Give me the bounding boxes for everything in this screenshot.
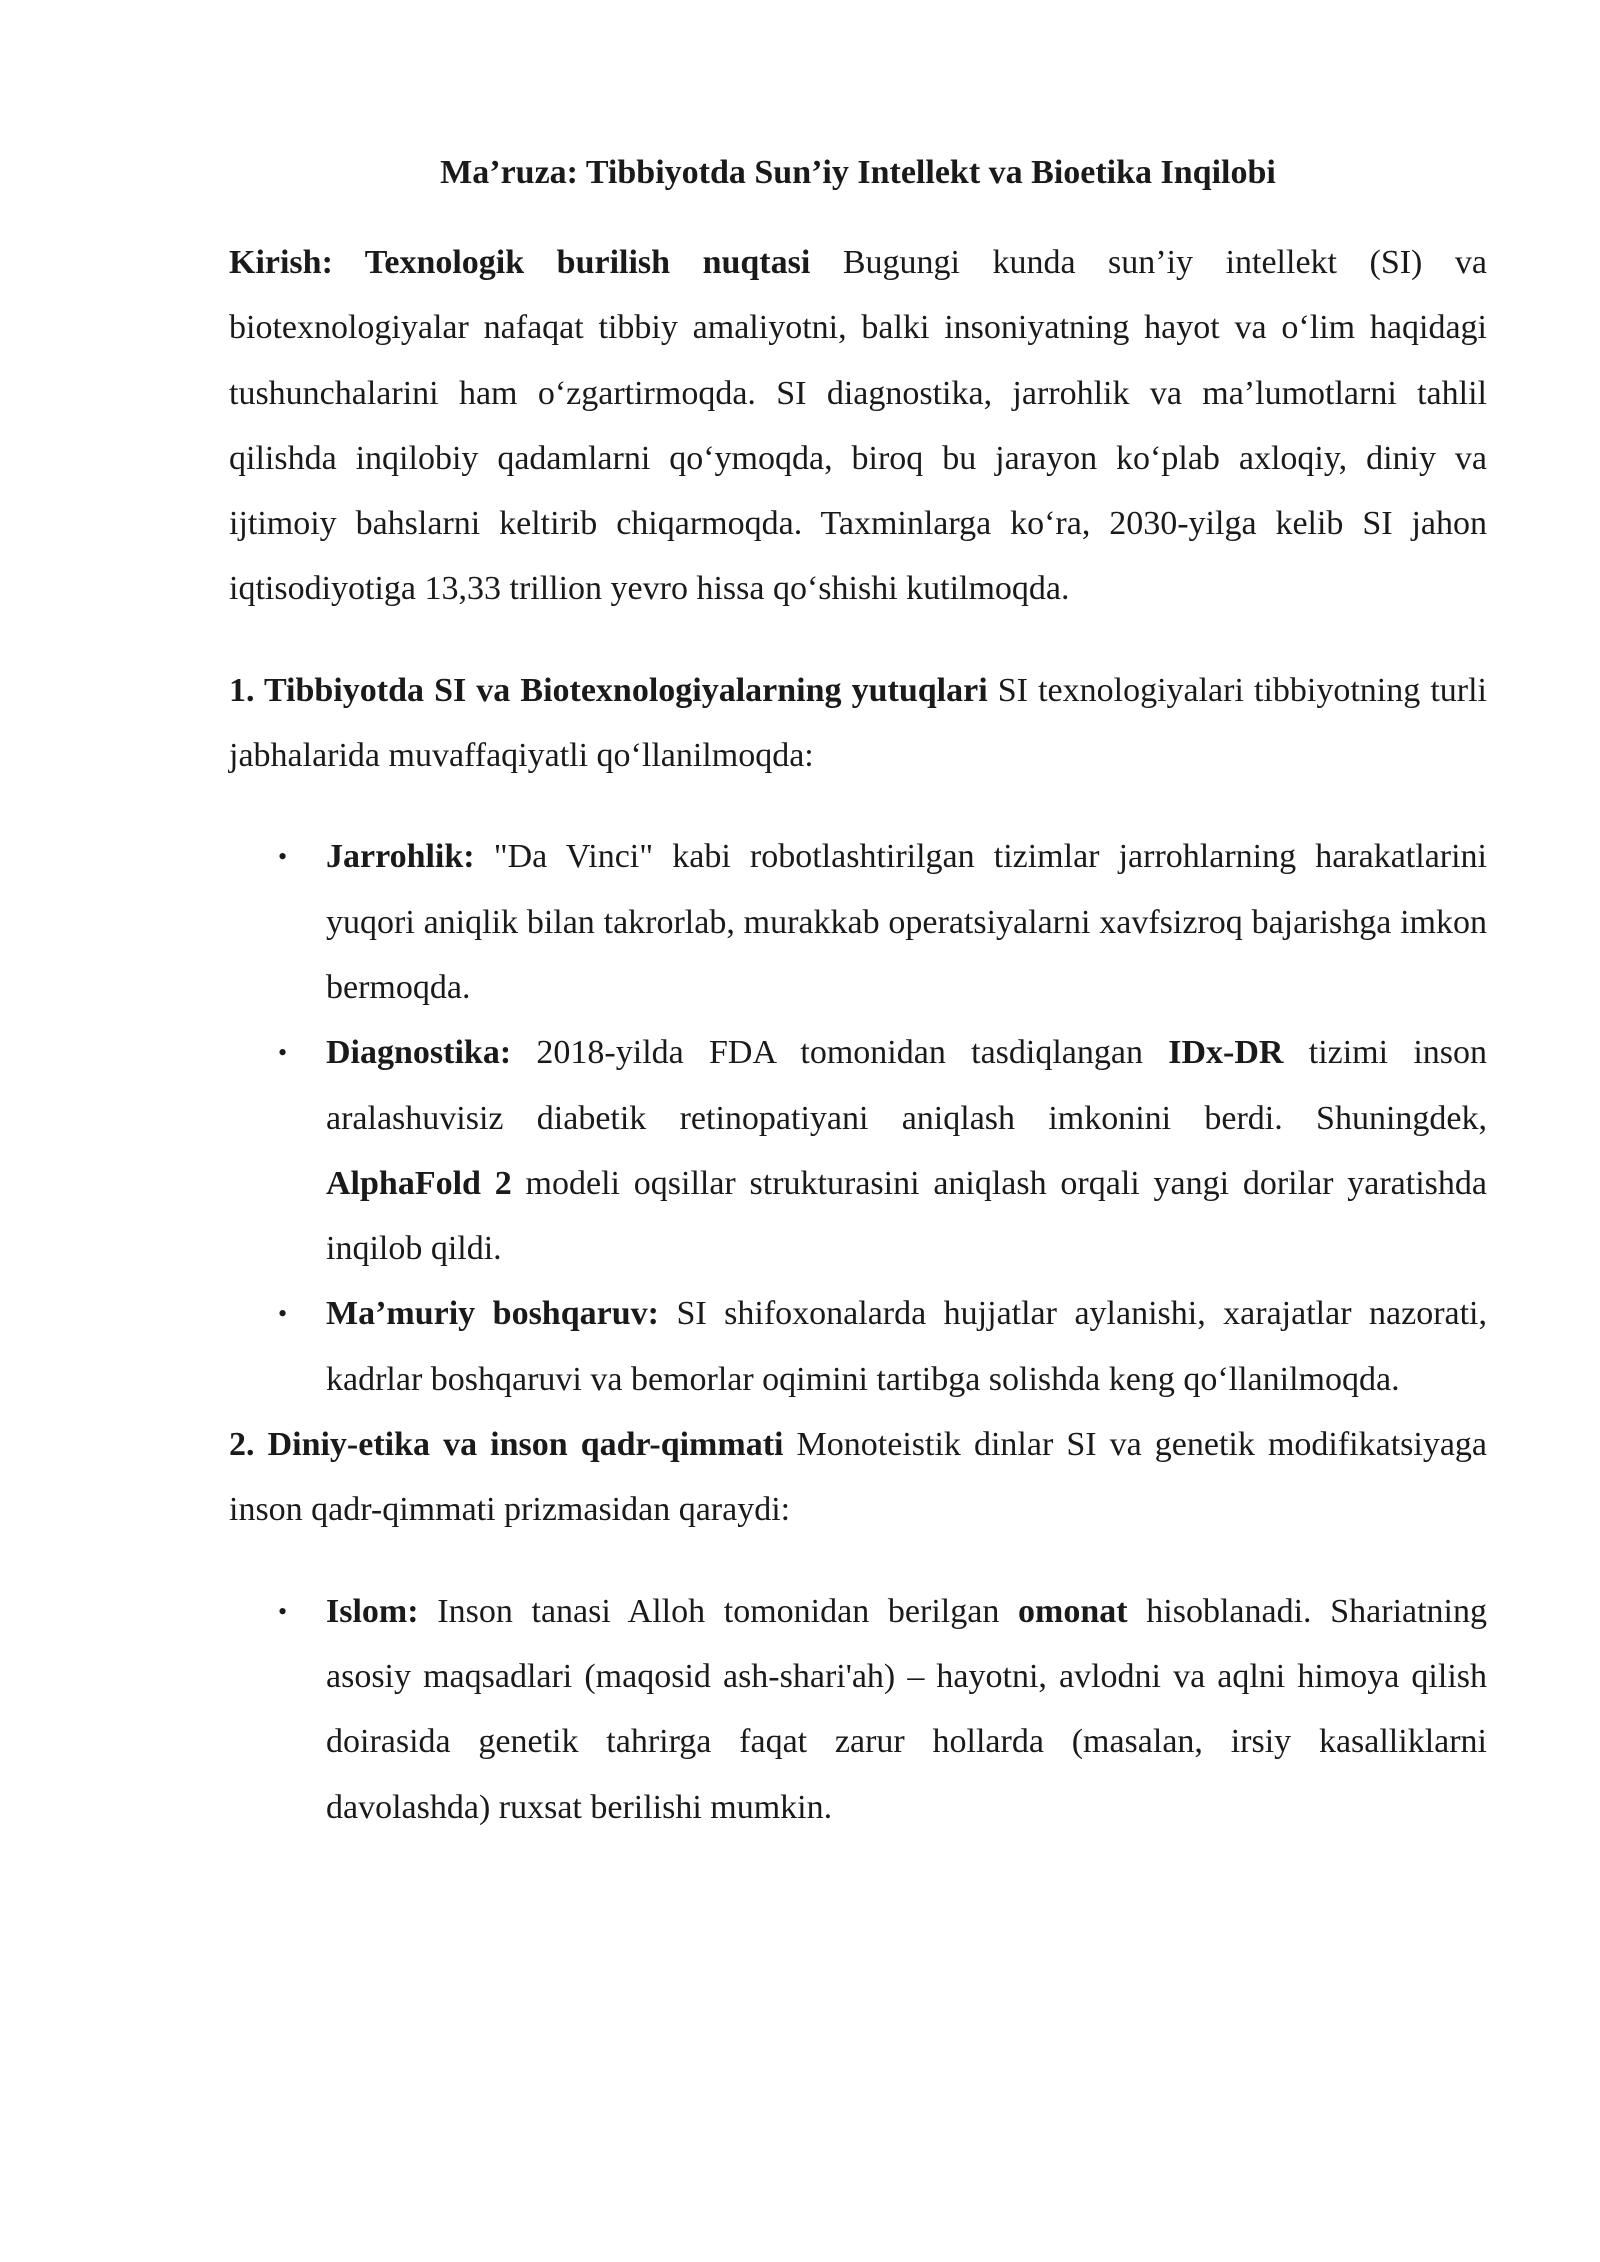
bullet-icon: • (278, 842, 288, 872)
bullet-icon: • (278, 1596, 288, 1626)
bullet-emphasis: omonat (1018, 1592, 1128, 1630)
section2-paragraph (229, 1412, 1487, 1543)
document-page (229, 148, 1487, 1840)
section1-text: SI texnologiyalari tibbiyotning turli jabhalarida muvaffaqiyatli qo‘llanilmoqda: (229, 671, 1487, 775)
document-title: Ma’ruza: Tibbiyotda Sun’iy Intellekt va Bioetika Inqilobi (440, 154, 1276, 191)
intro-paragraph (229, 230, 1487, 622)
bullet-emphasis: AlphaFold 2 (326, 1164, 512, 1202)
bullet-text: tizimi inson aralashuvisiz diabetik retinopatiyani aniqlash imkonini berdi. Shuningdek, (326, 1034, 1488, 1137)
bullet-text: SI shifoxonalarda hujjatlar aylanishi, xarajatlar nazorati, kadrlar boshqaruvi va bemorlar oqimini tartibga solishda keng qo‘llanilmoqda. (326, 1295, 1487, 1398)
list-item (229, 1579, 1487, 1840)
bullet-label: Islom: (326, 1592, 419, 1630)
bullet-label: Jarrohlik: (326, 838, 475, 876)
section1-bullet-list (229, 824, 1487, 1412)
section2-heading: 2. Diniy-etika va inson qadr-qimmati (229, 1426, 784, 1464)
section1-paragraph (229, 658, 1487, 789)
bullet-icon: • (278, 1299, 288, 1329)
bullet-text: "Da Vinci" kabi robotlashtirilgan tizimlar jarrohlarning harakatlarini yuqori aniqlik bilan takrorlab, murakkab operatsiyalarni xavfsizroq bajarishga imkon bermoqda. (326, 838, 1488, 1006)
list-item (229, 824, 1487, 1020)
list-item (229, 1020, 1487, 1281)
list-item (229, 1281, 1487, 1412)
bullet-text: Inson tanasi Alloh tomonidan berilgan (437, 1592, 1000, 1630)
section1-heading: 1. Tibbiyotda SI va Biotexnologiyalarning yutuqlari (229, 671, 988, 709)
bullet-label: Ma’muriy boshqaruv: (326, 1295, 659, 1333)
section2-text: Monoteistik dinlar SI va genetik modifikatsiyaga inson qadr-qimmati prizmasidan qaraydi: (229, 1426, 1487, 1529)
bullet-emphasis: IDx-DR (1168, 1034, 1284, 1072)
bullet-text: hisoblanadi. Shariatning asosiy maqsadlari (maqosid ash-shari'ah) – hayotni, avlodni va aqlni himoya qilish doirasida genetik tahrirga faqat zarur hollarda (masalan, irsiy kasalliklarni davolashda) ruxsat berilishi mumkin. (326, 1592, 1487, 1826)
bullet-text: 2018-yilda FDA tomonidan tasdiqlangan (536, 1034, 1143, 1072)
bullet-label: Diagnostika: (326, 1034, 512, 1072)
section2-bullet-list (229, 1579, 1487, 1840)
intro-text: Bugungi kunda sun’iy intellekt (SI) va biotexnologiyalar nafaqat tibbiy amaliyotni, balki insoniyatning hayot va o‘lim haqidagi tushunchalarini ham o‘zgartirmoqda. SI diagnostika, jarrohlik va ma’lumotlarni tahlil qilishda inqilobiy qadamlarni qo‘ymoqda, biroq bu jarayon ko‘plab axloqiy, diniy va ijtimoiy bahslarni keltirib chiqarmoqda. Taxminlarga ko‘ra, 2030-yilga kelib SI jahon iqtisodiyotiga 13,33 trillion yevro hissa qo‘shishi kutilmoqda. (229, 244, 1487, 608)
bullet-icon: • (278, 1038, 288, 1068)
intro-heading: Kirish: Texnologik burilish nuqtasi (229, 244, 811, 281)
bullet-text: modeli oqsillar strukturasini aniqlash orqali yangi dorilar yaratishda inqilob qildi. (326, 1164, 1487, 1268)
